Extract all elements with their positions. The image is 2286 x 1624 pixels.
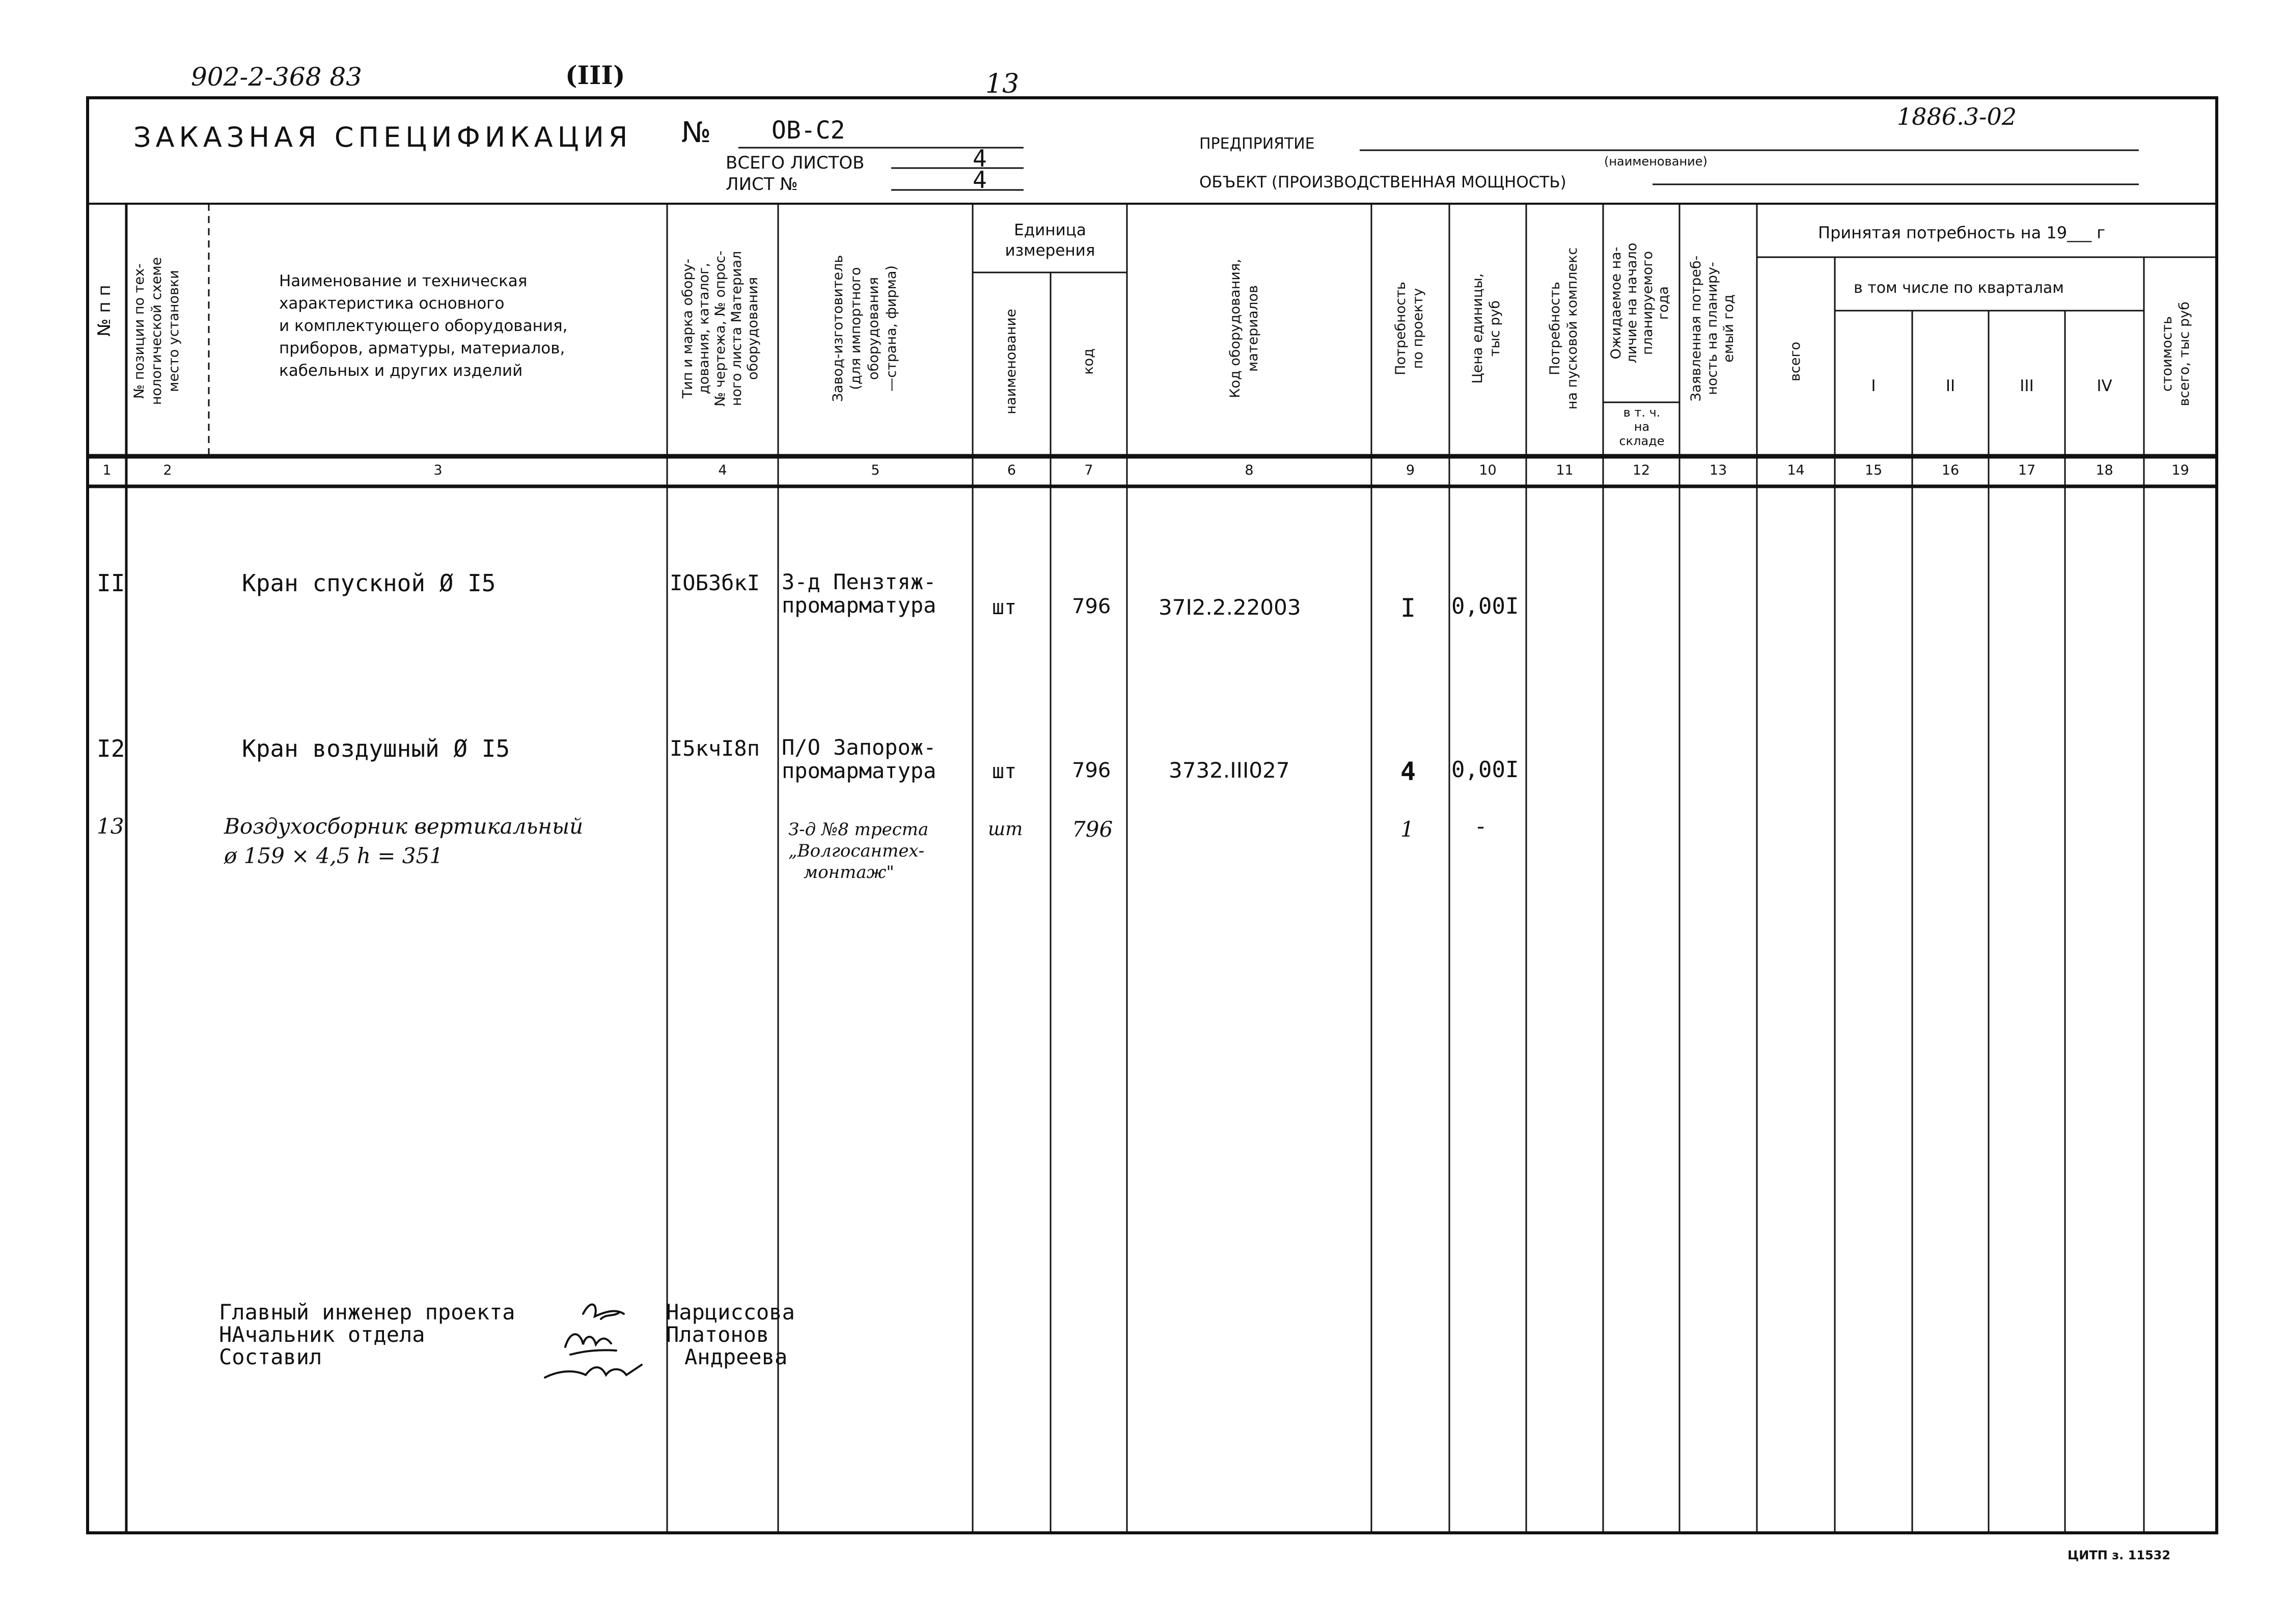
header-col4-4: ного листа Материал (729, 251, 745, 406)
header-quarters: в том числе по кварталам (1854, 279, 2064, 297)
header-col11-2: на пусковой комплекс (1564, 247, 1580, 410)
number-sign: № (681, 116, 711, 149)
row-name: Кран воздушный Ø I5 (242, 735, 510, 762)
colnum-12: 12 (1632, 462, 1650, 478)
row-quantity: 1 (1400, 817, 1414, 842)
row-unit: шт (988, 819, 1023, 840)
row-maker: З-д Пензтяж- промарматура (782, 569, 937, 618)
row-maker: П/О Запорож- промарматура (782, 735, 937, 783)
colnum-13: 13 (1709, 462, 1727, 478)
colnum-2: 2 (163, 462, 172, 478)
header-q3: III (2020, 377, 2034, 395)
header-col3: Наименование и техническая характеристика основного и комплектующего оборудования, приборов, арматуры, материалов, кабельных и других изделий (279, 272, 568, 380)
header-col2c: место установки (166, 270, 182, 392)
colnum-3: 3 (433, 462, 443, 478)
header-col13-3: емый год (1721, 294, 1737, 363)
signature-role-department-head: НАчальник отдела (219, 1322, 425, 1347)
row-name-dimensions: ø 159 × 4,5 h = 351 (224, 843, 443, 868)
header-q2: II (1945, 377, 1956, 395)
header-col4-2: дования, каталог, (696, 263, 712, 394)
signature-names (666, 1301, 795, 1368)
enterprise-label: ПРЕДПРИЯТИЕ (1199, 135, 1315, 153)
header-col11-1: Потребность (1547, 282, 1563, 375)
row-price: 0,00I (1451, 593, 1519, 619)
row-maker: З-д №8 треста „Волгосантех- монтаж" (788, 819, 929, 883)
header-col12-3: планируемого (1640, 251, 1656, 355)
row-unit-code: 796 (1072, 595, 1111, 618)
header-col5-2: (для импортного (848, 267, 864, 390)
page-number: 13 (985, 69, 1020, 99)
header-col4-3: № чертежа, № опрос- (712, 251, 728, 406)
row-name: Воздухосборник вертикальный (224, 814, 584, 839)
colnum-14: 14 (1787, 462, 1805, 478)
header-col10-2: тыс руб (1487, 300, 1503, 357)
colnum-4: 4 (718, 462, 727, 478)
colnum-5: 5 (871, 462, 880, 478)
row-unit: шт (992, 760, 1017, 783)
row-name: Кран спускной Ø I5 (242, 569, 496, 597)
total-sheets-value: 4 (973, 145, 987, 172)
header-col10-1: Цена единицы, (1470, 273, 1485, 384)
colnum-19: 19 (2171, 462, 2189, 478)
header-col4-5: оборудования (745, 277, 761, 380)
colnum-18: 18 (2096, 462, 2113, 478)
row-price: 0,00I (1451, 757, 1519, 783)
header-q4: IV (2097, 377, 2112, 395)
row-number: I2 (97, 735, 125, 762)
header-accepted-need: Принятая потребность на 19___ г (1818, 223, 2106, 242)
header-col19-1: стоимость (2159, 316, 2175, 392)
total-sheets-label: ВСЕГО ЛИСТОВ (726, 153, 865, 173)
header-col7: код (1081, 348, 1096, 375)
handwritten-signatures (535, 1293, 657, 1390)
row-price: - (1477, 814, 1485, 839)
header-col13-2: ность на планиру- (1704, 262, 1720, 395)
sheet-value: 4 (973, 166, 987, 194)
row-equipment-code: 3732.III027 (1169, 758, 1290, 783)
colnum-7: 7 (1084, 462, 1093, 478)
row-quantity: I (1400, 593, 1416, 623)
object-label: ОБЪЕКТ (ПРОИЗВОДСТВЕННАЯ МОЩНОСТЬ) (1199, 173, 1566, 191)
header-col9-2: по проекту (1410, 288, 1426, 369)
row-unit-code: 796 (1072, 759, 1111, 782)
header-col12-stock: в т. ч. на складе (1619, 405, 1665, 448)
header-col14: всего (1787, 341, 1803, 382)
header-unit-group: Единица измерения (1005, 221, 1095, 260)
header-col5-4: —страна, фирма) (884, 265, 899, 392)
sheet-label: ЛИСТ № (726, 174, 798, 195)
signature-name-department-head: Платонов (666, 1322, 769, 1347)
colnum-15: 15 (1864, 462, 1883, 478)
colnum-17: 17 (2018, 462, 2036, 478)
row-unit-code: 796 (1072, 817, 1113, 842)
volume-label: (III) (565, 60, 625, 90)
spec-number: ОВ-С2 (772, 116, 845, 145)
header-col12-1: Ожидаемое на- (1608, 246, 1624, 360)
row-number: 13 (97, 814, 124, 839)
header-col1: № п п (94, 285, 115, 337)
colnum-16: 16 (1941, 462, 1960, 478)
header-col5-1: Завод-изготовитель (830, 255, 846, 402)
header-col9-1: Потребность (1393, 282, 1409, 375)
colnum-8: 8 (1245, 462, 1254, 478)
colnum-9: 9 (1406, 462, 1415, 478)
header-col8-2: материалов (1245, 285, 1261, 372)
row-unit: шт (992, 596, 1017, 619)
document-number: 902-2-368 83 (191, 62, 362, 92)
row-type: I5кчI8п (670, 736, 760, 761)
header-col12-2: личие на начало (1624, 242, 1640, 364)
header-col8-1: Код оборудования, (1227, 259, 1243, 398)
signature-roles (219, 1301, 515, 1368)
row-equipment-code: 37I2.2.22003 (1159, 595, 1301, 620)
header-col5-3: оборудования (866, 277, 882, 380)
signature-name-compiler: Андреева (684, 1344, 788, 1369)
header-col2b: нологической схеме (149, 257, 164, 405)
signature-name-chief-engineer: Нарциссова (666, 1300, 795, 1325)
header-col6: наименование (1003, 309, 1019, 415)
header-q1: I (1871, 377, 1876, 395)
row-quantity: 4 (1400, 757, 1416, 786)
signature-role-compiler: Составил (219, 1344, 322, 1369)
archive-stamp: 1886.3-02 (1897, 103, 2017, 130)
header-col12-4: года (1656, 286, 1671, 320)
header-col19-2: всего, тыс руб (2177, 301, 2192, 406)
header-col13-1: Заявленная потреб- (1688, 255, 1704, 402)
signature-role-chief-engineer: Главный инженер проекта (219, 1300, 515, 1325)
colnum-6: 6 (1007, 462, 1016, 478)
name-hint: (наименование) (1604, 154, 1707, 169)
colnum-1: 1 (102, 462, 112, 478)
row-number: II (97, 569, 125, 597)
form-title: ЗАКАЗНАЯ СПЕЦИФИКАЦИЯ (133, 121, 632, 153)
colnum-10: 10 (1479, 462, 1497, 478)
colnum-11: 11 (1556, 462, 1574, 478)
row-type: IOБ3бкI (670, 570, 760, 595)
printer-mark: ЦИТП з. 11532 (2068, 1548, 2171, 1562)
header-col2a: № позиции по тех- (131, 263, 147, 399)
header-col4-1: Тип и марка обору- (680, 258, 696, 399)
